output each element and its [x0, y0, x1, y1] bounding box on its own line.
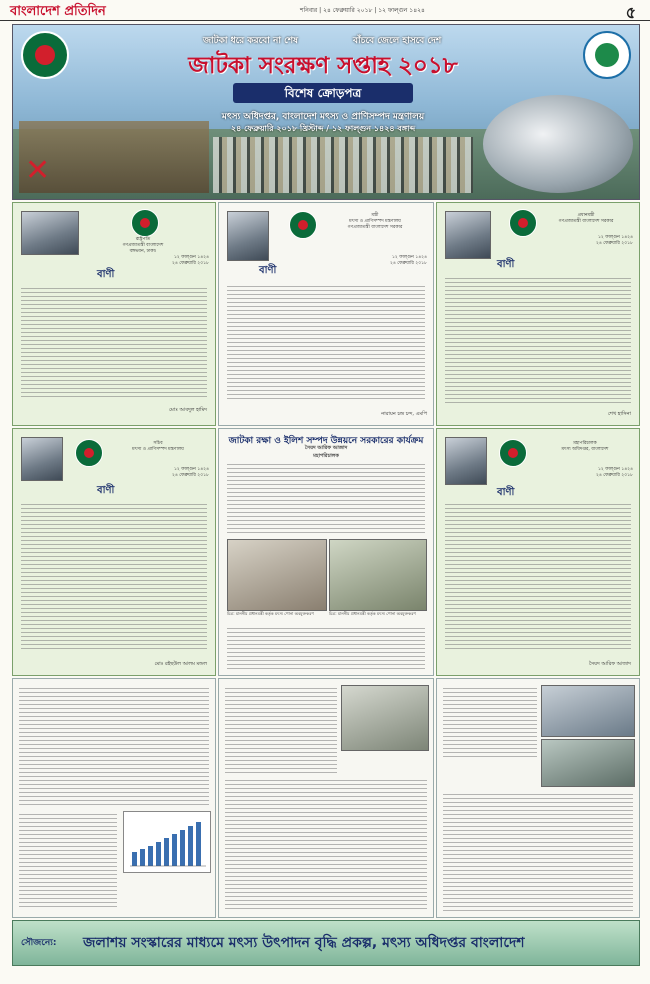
fisheries-department-logo-icon: [583, 31, 631, 79]
dg-office: মহাপরিচালক মৎস্য অধিদপ্তর, বাংলাদেশ: [561, 441, 609, 452]
cross-mark-icon: ✕: [25, 153, 51, 188]
feature-body-text-2: [227, 625, 425, 669]
banner-crowd-image: [213, 137, 473, 193]
feature-title: জাটকা রক্ষা ও ইলিশ সম্পদ উন্নয়নে সরকারের কার্যক্রম: [228, 436, 424, 446]
article-body-text-2: [443, 791, 633, 911]
secretary-photo: [21, 437, 63, 481]
page-number: ৫: [625, 3, 636, 22]
emblem-icon: [75, 439, 103, 467]
government-emblem-icon: [21, 31, 69, 79]
article-body-text: [19, 685, 209, 805]
secretary-office: সচিব মৎস্য ও প্রাণিসম্পদ মন্ত্রণালয়: [132, 441, 184, 452]
secretary-message-card: [12, 428, 216, 676]
sponsor-text: জলাশয় সংস্কারের মাধ্যমে মৎস্য উৎপাদন বৃদ্ধি প্রকল্প, মৎস্য অধিদপ্তর বাংলাদেশ: [83, 935, 525, 951]
production-chart-image: [123, 811, 211, 873]
emblem-icon: [499, 439, 527, 467]
chart-bars-graphic: [124, 812, 210, 872]
emblem-icon: [131, 209, 159, 237]
emblem-icon: [509, 209, 537, 237]
minister-dates: ১২ ফাল্গুন ১৪২৪ ২৪ ফেব্রুয়ারি ২০১৮: [390, 255, 427, 266]
secretary-signature: মোঃ রইছউল আলম মন্ডল: [154, 661, 207, 667]
president-signature: মোঃ আবদুল হামিদ: [169, 407, 207, 413]
minister-message-card: [218, 202, 434, 426]
feature-photo-1-caption: চিত্র: মাননীয় প্রধানমন্ত্রী কর্তৃক মৎস্য পোনা অবমুক্তকরণ: [227, 611, 314, 616]
message-heading: বাণী: [97, 485, 115, 496]
president-dates: ১২ ফাল্গুন ১৪২৪ ২৪ ফেব্রুয়ারি ২০১৮: [172, 255, 209, 266]
minister-office: মন্ত্রী মৎস্য ও প্রাণিসম্পদ মন্ত্রণালয় গণপ্রজাতন্ত্রী বাংলাদেশ সরকার: [347, 213, 403, 230]
dg-dates: ১২ ফাল্গুন ১৪২৪ ২৪ ফেব্রুয়ারি ২০১৮: [596, 467, 633, 478]
river-patrol-photo: [541, 739, 635, 787]
feature-photo-2-caption: চিত্র: মাননীয় প্রধানমন্ত্রী কর্তৃক মৎস্য পোনা অবমুক্তকরণ: [329, 611, 416, 616]
dg-message-card: [436, 428, 640, 676]
banner-hilsa-fish-image: [483, 95, 633, 193]
article-body-text-2: [19, 811, 117, 909]
president-photo: [21, 211, 79, 255]
message-heading: বাণী: [497, 259, 515, 270]
president-message-card: [12, 202, 216, 426]
pm-dates: ১২ ফাল্গুন ১৪২৪ ২৪ ফেব্রুয়ারি ২০১৮: [596, 235, 633, 246]
pm-message-card: [436, 202, 640, 426]
message-heading: বাণী: [259, 265, 277, 276]
issue-date: শনিবার | ২৪ ফেব্রুয়ারি ২০১৮ | ১২ ফাল্গুন ১৪২৪: [300, 7, 425, 14]
emblem-icon: [289, 211, 317, 239]
campaign-banner: [12, 24, 640, 200]
banner-ministry-line: মৎস্য অধিদপ্তর, বাংলাদেশ মৎস্য ও প্রাণিসম্পদ মন্ত্রণালয়: [221, 112, 425, 122]
minister-signature: নারায়ন চন্দ্র চন্দ, এমপি: [381, 411, 427, 417]
banner-slogan-right: বাঁচবে জেলে হাসবে দেশ: [353, 36, 442, 46]
banner-dateline: ২৪ ফেব্রুয়ারি ২০১৮ খ্রিস্টাব্দ / ১২ ফাল্গুন ১৪২৪ বঙ্গাব্দ: [230, 124, 416, 133]
pm-photo: [445, 211, 491, 259]
message-heading: বাণী: [497, 487, 515, 498]
article-body-text-2: [225, 777, 427, 911]
banner-title: জাটকা সংরক্ষণ সপ্তাহ ২০১৮: [188, 53, 458, 79]
page-header: [0, 0, 650, 21]
feature-photo-1: [227, 539, 327, 611]
sponsor-footer: [12, 920, 640, 966]
feature-body-text: [227, 461, 425, 535]
article-body-text: [443, 685, 537, 757]
pm-signature: শেখ হাসিনা: [607, 411, 631, 417]
fishermen-photo: [541, 685, 635, 737]
article-column-right: [436, 678, 640, 918]
pm-office: প্রধানমন্ত্রী গণপ্রজাতন্ত্রী বাংলাদেশ সরকার: [558, 213, 614, 224]
article-column-left: [12, 678, 216, 918]
message-body-text: [445, 275, 631, 403]
feature-photo-2: [329, 539, 427, 611]
feature-author: সৈয়দ আরিফ আজাদ মহাপরিচালক: [304, 445, 348, 459]
minister-photo: [227, 211, 269, 261]
article-column-middle: [218, 678, 434, 918]
message-heading: বাণী: [97, 269, 115, 280]
event-photo: [341, 685, 429, 751]
message-body-text: [227, 283, 425, 401]
message-body-text: [21, 285, 207, 397]
dg-signature: সৈয়দ আরিফ আজাদ: [588, 661, 631, 667]
article-body-text: [225, 685, 337, 773]
sponsor-label: সৌজন্যে:: [21, 938, 57, 948]
feature-article-card: [218, 428, 434, 676]
special-supplement-label: বিশেষ ক্রোড়পত্র: [233, 83, 413, 103]
newspaper-brand: বাংলাদেশ প্রতিদিন: [10, 4, 106, 19]
secretary-dates: ১২ ফাল্গুন ১৪২৪ ২৪ ফেব্রুয়ারি ২০১৮: [172, 467, 209, 478]
president-office: রাষ্ট্রপতি গণপ্রজাতন্ত্রী বাংলাদেশ বঙ্গভবন, ঢাকা।: [122, 237, 164, 254]
dg-photo: [445, 437, 487, 485]
banner-slogan-left: জাটকা ধরে করবো না শেষ: [203, 36, 299, 46]
message-body-text: [445, 501, 631, 651]
message-body-text: [21, 501, 207, 651]
